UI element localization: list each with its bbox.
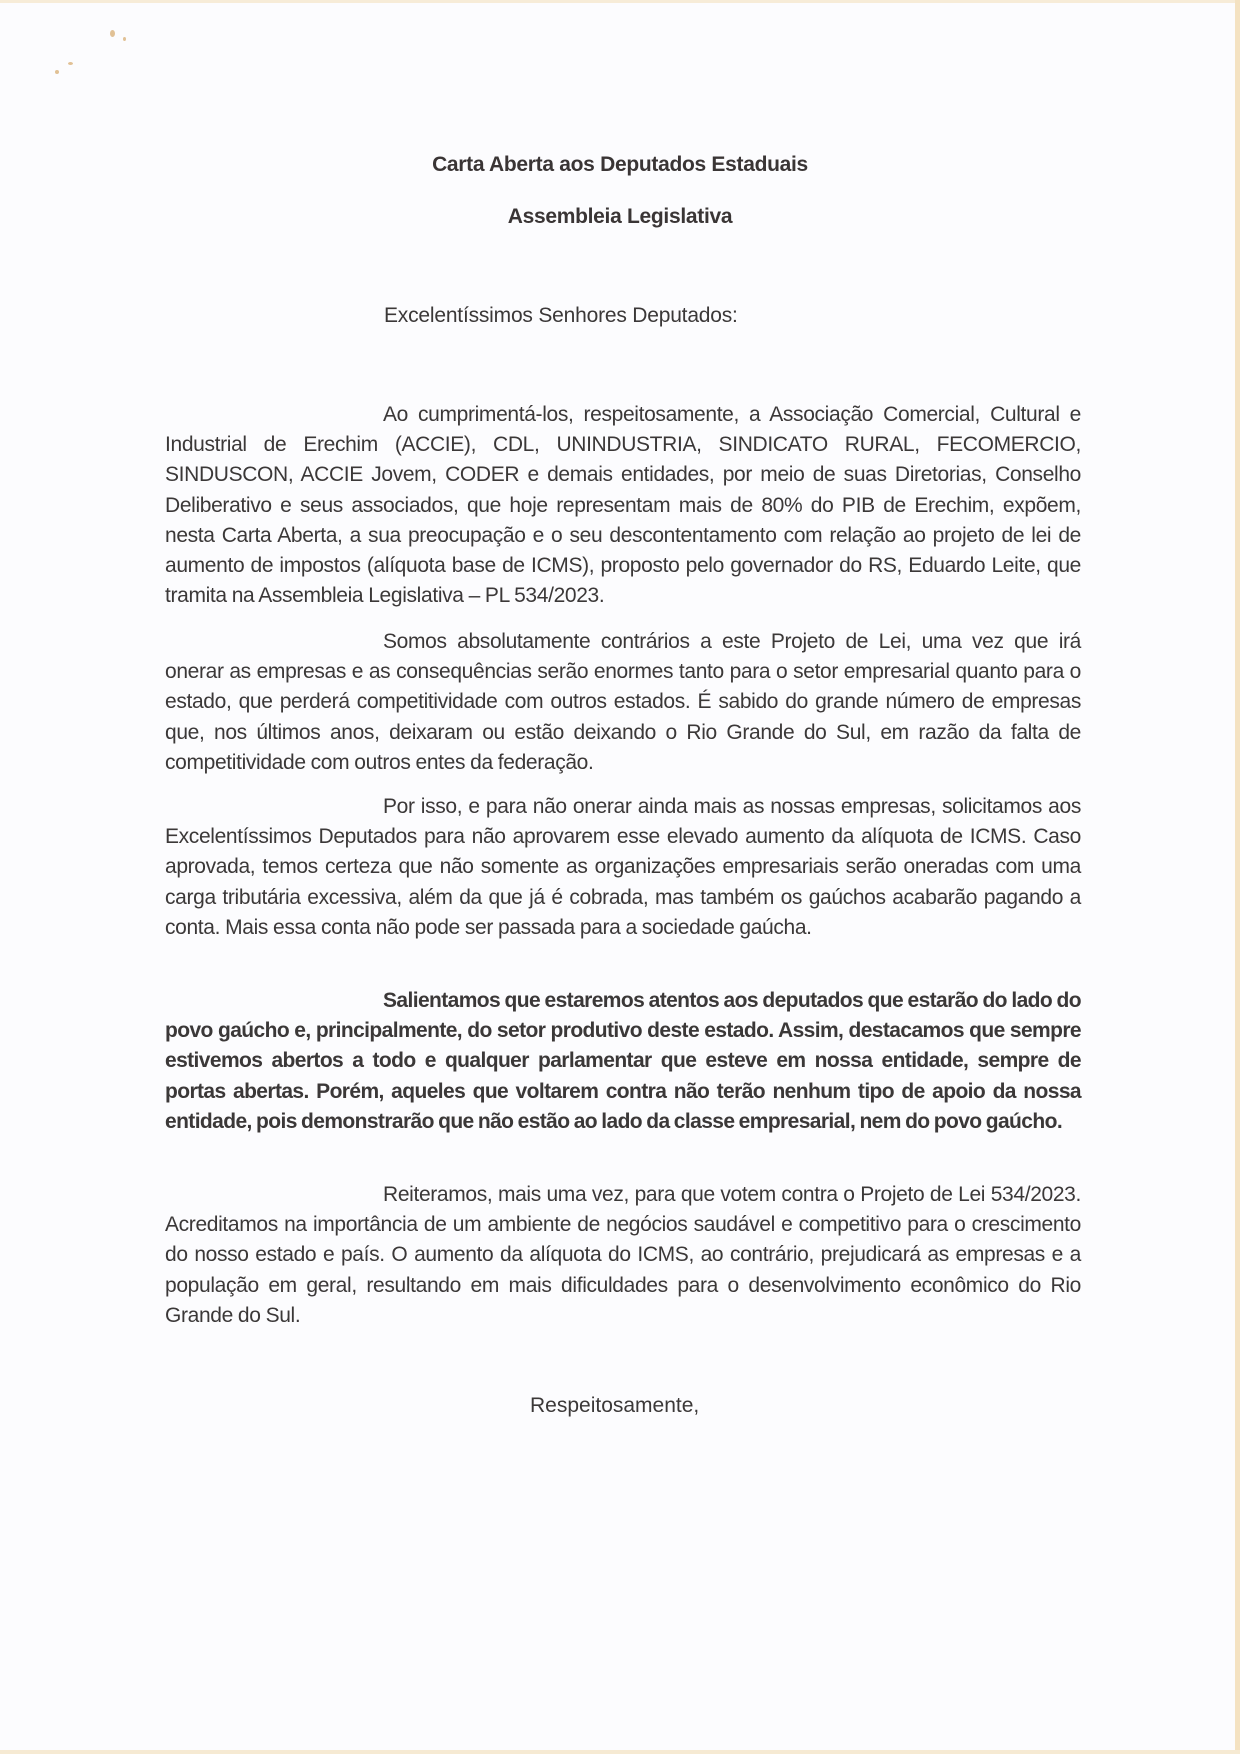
letter-body <box>165 400 1081 611</box>
letter-body <box>165 627 1081 778</box>
closing: Respeitosamente, <box>530 1394 700 1417</box>
scan-speck <box>55 70 59 74</box>
scan-speck <box>68 62 73 65</box>
scan-edge-bottom <box>0 1750 1240 1754</box>
letter-body <box>165 1180 1081 1331</box>
scan-edge-top <box>0 0 1240 3</box>
paragraph-opposition: Somos absolutamente contrários a este Projeto de Lei, uma vez que irá onerar as empresas e as consequências serão enormes tanto para o setor empresarial quanto para o estado, que perderá competitividade com outros estados. É sabido do grande número de empresas que, nos últimos anos, deixaram ou estão deixando o Rio Grande do Sul, em razão da falta de competitividade com outros entes da federação. <box>165 630 1081 774</box>
paragraph-intro: Ao cumprimentá-los, respeitosamente, a Associação Comercial, Cultural e Industrial de Erechim (ACCIE), CDL, UNINDUSTRIA, SINDICATO RURAL, FECOMERCIO, SINDUSCON, ACCIE Jovem, CODER e demais entidades, por meio de suas Diretorias, Conselho Deliberativo e seus associados, que hoje representam mais de 80% do PIB de Erechim, expõem, nesta Carta Aberta, a sua preocupação e o seu descontentamento com relação ao projeto de lei de aumento de impostos (alíquota base de ICMS), proposto pelo governador do RS, Eduardo Leite, que tramita na Assembleia Legislativa – PL 534/2023. <box>165 403 1081 608</box>
letter-body <box>165 792 1081 943</box>
scan-speck <box>123 37 126 41</box>
scan-speck <box>110 30 115 37</box>
paragraph-reiteration: Reiteramos, mais uma vez, para que votem contra o Projeto de Lei 534/2023. Acreditamos na importância de um ambiente de negócios saudável e competitivo para o crescimento do nosso estado e país. O aumento da alíquota do ICMS, ao contrário, prejudicará as empresas e a população em geral, resultando em mais dificuldades para o desenvolvimento econômico do Rio Grande do Sul. <box>165 1183 1081 1327</box>
paragraph-request: Por isso, e para não onerar ainda mais as nossas empresas, solicitamos aos Excelentíssimos Deputados para não aprovarem esse elevado aumento da alíquota de ICMS. Caso aprovada, temos certeza que não somente as organizações empresariais serão oneradas com uma carga tributária excessiva, além da que já é cobrada, mas também os gaúchos acabarão pagando a conta. Mais essa conta não pode ser passada para a sociedade gaúcha. <box>165 795 1081 939</box>
scan-edge-right <box>1235 0 1240 1754</box>
letter-title: Carta Aberta aos Deputados Estaduais <box>432 153 808 176</box>
salutation: Excelentíssimos Senhores Deputados: <box>384 304 738 327</box>
letter-body <box>165 986 1081 1137</box>
paragraph-warning: Salientamos que estaremos atentos aos deputados que estarão do lado do povo gaúcho e, principalmente, do setor produtivo deste estado. Assim, destacamos que sempre estivemos abertos a todo e qualquer parlamentar que esteve em nossa entidade, sempre de portas abertas. Porém, aqueles que voltarem contra não terão nenhum tipo de apoio da nossa entidade, pois demonstrarão que não estão ao lado da classe empresarial, nem do povo gaúcho. <box>165 989 1081 1133</box>
letter-subtitle: Assembleia Legislativa <box>507 205 733 228</box>
